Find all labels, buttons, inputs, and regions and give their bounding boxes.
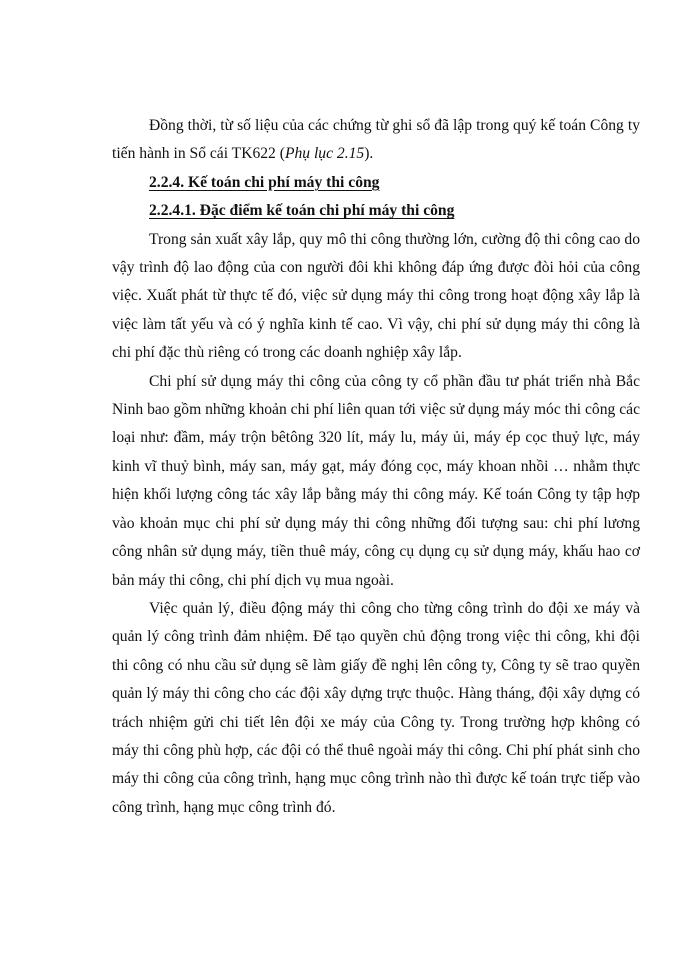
paragraph-text: ).: [364, 145, 374, 163]
appendix-reference: Phụ lục 2.15: [284, 145, 365, 163]
subsection-heading: 2.2.4.1. Đặc điểm kế toán chi phí máy thi công: [149, 202, 455, 220]
paragraph-construction-machinery: Trong sản xuất xây lắp, quy mô thi công thường lớn, cường độ thi công cao do vậy trình độ lao động của con người đôi khi không đáp ứng được đòi hỏi của công việc. Xuất phát từ thực tế đó, việc sử dụng máy thi công trong hoạt động xây lắp là việc làm tất yếu và có ý nghĩa kinh tế cao. Vì vậy, chi phí sử dụng máy thi công là chi phí đặc thù riêng có trong các doanh nghiệp xây lắp.: [112, 230, 640, 362]
paragraph-ledger-printing: [112, 112, 640, 169]
section-heading: 2.2.4. Kế toán chi phí máy thi công: [149, 173, 380, 191]
document-page: [112, 112, 640, 822]
paragraph-machine-costs: Chi phí sử dụng máy thi công của công ty cổ phần đầu tư phát triển nhà Bắc Ninh bao gồm những khoản chi phí liên quan tới việc sử dụng máy móc thi công các loại như: đầm, máy trộn bêtông 320 lít, máy lu, máy ủi, máy ép cọc thuỷ lực, máy kinh vĩ thuỷ bình, máy san, máy gạt, máy đóng cọc, máy khoan nhồi … nhằm thực hiện khối lượng công tác xây lắp bằng máy thi công máy. Kế toán Công ty tập hợp vào khoản mục chi phí sử dụng máy thi công những đối tượng sau: chi phí lương công nhân sử dụng máy, tiền thuê máy, công cụ dụng cụ sử dụng máy, khấu hao cơ bản máy thi công, chi phí dịch vụ mua ngoài.: [112, 372, 640, 589]
paragraph-text: Đồng thời, từ số liệu của các chứng từ ghi sổ đã lập trong quý kế toán Công ty tiến hành in Sổ cái TK622 (: [112, 117, 640, 163]
paragraph-machine-management: Việc quản lý, điều động máy thi công cho từng công trình do đội xe máy và quản lý công trình đảm nhiệm. Để tạo quyền chủ động trong việc thi công, khi đội thi công có nhu cầu sử dụng sẽ làm giấy đề nghị lên công ty, Công ty sẽ trao quyền quản lý máy thi công cho các đội xây dựng trực thuộc. Hàng tháng, đội xây dựng có trách nhiệm gửi chi tiết lên đội xe máy của Công ty. Trong trường hợp không có máy thi công phù hợp, các đội có thể thuê ngoài máy thi công. Chi phí phát sinh cho máy thi công của công trình, hạng mục công trình nào thì được kế toán trực tiếp vào công trình, hạng mục công trình đó.: [112, 599, 640, 816]
